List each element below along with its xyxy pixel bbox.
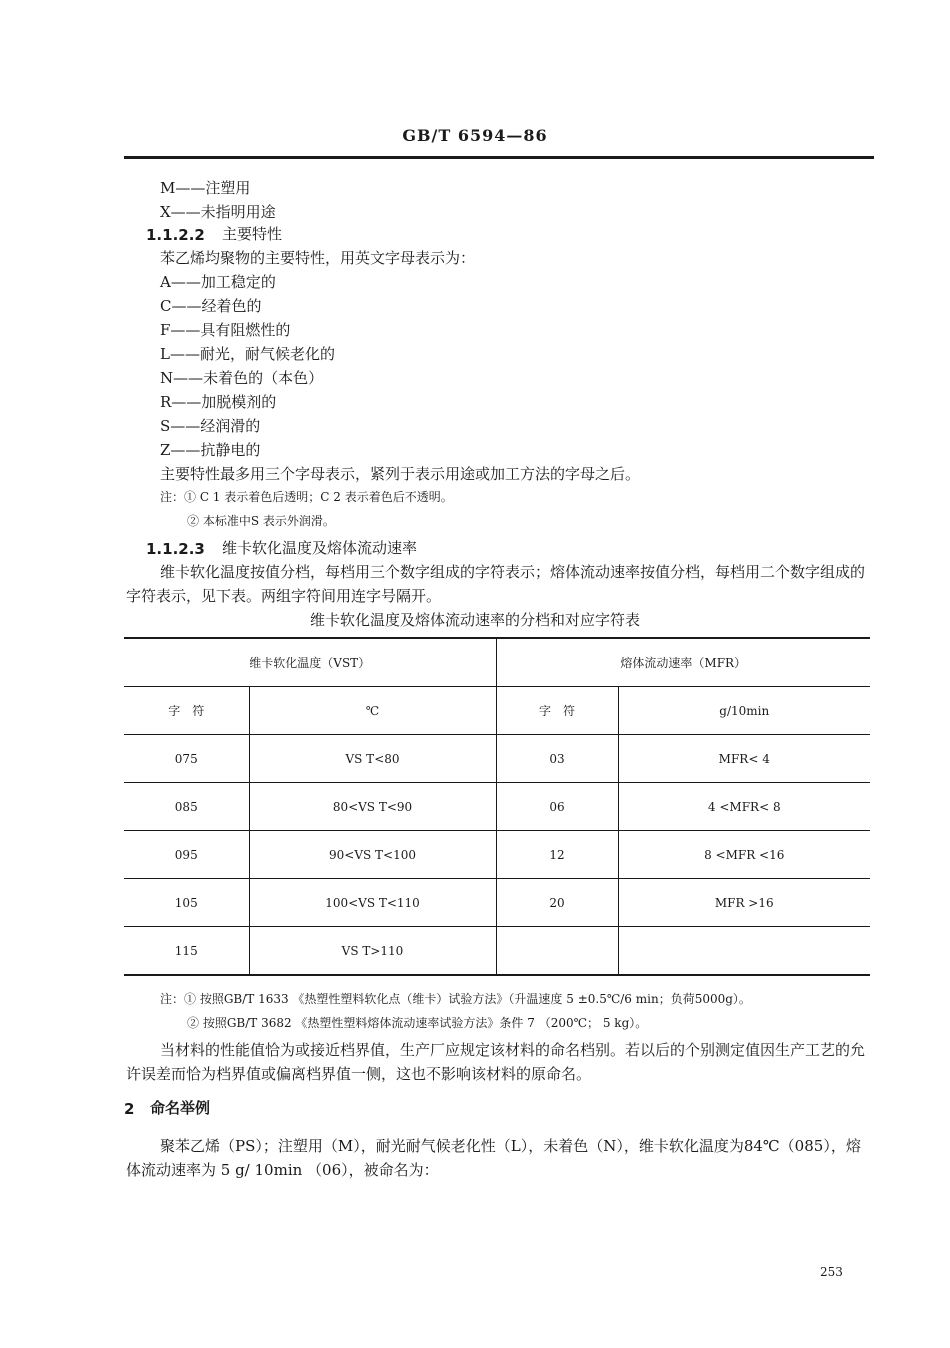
usage-item: X——未指明用途 — [160, 203, 276, 221]
example-paragraph: 聚苯乙烯（PS）；注塑用（M），耐光耐气候老化性（L），未着色（N），维卡软化温度为84℃（085），熔体流动速率为 5 g/ 10min （06），被命名为： — [126, 1137, 861, 1179]
vst-code: 085 — [124, 783, 249, 831]
vst-range: 100<VS T<110 — [249, 879, 496, 927]
table-column-header — [124, 687, 870, 735]
page-number: 253 — [820, 1265, 843, 1279]
grade-table — [124, 637, 870, 976]
col-mfr-code: 字 符 — [496, 687, 618, 735]
page-header: GB/T 6594—86 — [402, 126, 548, 145]
mfr-range: MFR< 4 — [618, 735, 870, 783]
section-paragraph: 维卡软化温度按值分档，每档用三个数字组成的字符表示；熔体流动速率按值分档，每档用二个数字组成的字符表示，见下表。两组字符间用连字号隔开。 — [126, 563, 866, 605]
table-row — [124, 735, 870, 783]
vst-code: 115 — [124, 927, 249, 976]
table-caption: 维卡软化温度及熔体流动速率的分档和对应字符表 — [309, 611, 640, 629]
section-title: 主要特性 — [222, 225, 283, 243]
property-rule: 主要特性最多用三个字母表示，紧列于表示用途或加工方法的字母之后。 — [160, 465, 641, 483]
table-note-1: 注：① 按照GB/T 1633 《热塑性塑料软化点（维卡）试验方法》（升温速度 5 ±0.5℃/6 min；负荷5000g）。 — [160, 992, 751, 1006]
closing-paragraph: 当材料的性能值恰为或接近档界值，生产厂应规定该材料的命名档别。若以后的个别测定值因生产工艺的允许误差而恰为档界值或偏离档界值一侧，这也不影响该材料的原命名。 — [126, 1041, 866, 1083]
header-rule — [124, 156, 874, 159]
vst-range: VS T>110 — [249, 927, 496, 976]
section-title: 命名举例 — [150, 1099, 211, 1117]
section-intro: 苯乙烯均聚物的主要特性，用英文字母表示为： — [160, 249, 476, 267]
mfr-code: 06 — [496, 783, 618, 831]
table-row — [124, 927, 870, 976]
vst-range: VS T<80 — [249, 735, 496, 783]
table-row — [124, 879, 870, 927]
group-mfr: 熔体流动速率（MFR） — [496, 638, 870, 687]
mfr-range: MFR >16 — [618, 879, 870, 927]
vst-range: 80<VS T<90 — [249, 783, 496, 831]
col-vst-code: 字 符 — [124, 687, 249, 735]
mfr-code — [496, 927, 618, 976]
section-number: 1.1.2.3 — [146, 540, 205, 558]
note-1: 注：① C 1 表示着色后透明；C 2 表示着色后不透明。 — [160, 490, 453, 504]
property-item: A——加工稳定的 — [160, 273, 276, 291]
property-item: F——具有阻燃性的 — [160, 321, 291, 339]
table-group-header — [124, 638, 870, 687]
property-item: R——加脱模剂的 — [160, 393, 277, 411]
section-title: 维卡软化温度及熔体流动速率 — [222, 539, 418, 557]
property-item: S——经润滑的 — [160, 417, 261, 435]
vst-code: 105 — [124, 879, 249, 927]
mfr-code: 20 — [496, 879, 618, 927]
table-row — [124, 783, 870, 831]
property-item: N——未着色的（本色） — [160, 369, 324, 387]
table-row — [124, 831, 870, 879]
mfr-range: 4 <MFR< 8 — [618, 783, 870, 831]
col-vst-unit: ℃ — [249, 687, 496, 735]
property-item: L——耐光，耐气候老化的 — [160, 345, 335, 363]
mfr-range — [618, 927, 870, 976]
vst-code: 095 — [124, 831, 249, 879]
section-number: 1.1.2.2 — [146, 226, 205, 244]
property-item: C——经着色的 — [160, 297, 262, 315]
col-mfr-unit: g/10min — [618, 687, 870, 735]
mfr-code: 12 — [496, 831, 618, 879]
section-number: 2 — [124, 1100, 135, 1118]
vst-code: 075 — [124, 735, 249, 783]
usage-item: M——注塑用 — [160, 179, 251, 197]
mfr-code: 03 — [496, 735, 618, 783]
group-vst: 维卡软化温度（VST） — [124, 638, 496, 687]
vst-range: 90<VS T<100 — [249, 831, 496, 879]
table-note-2: ② 按照GB/T 3682 《热塑性塑料熔体流动速率试验方法》条件 7 （200℃； 5 kg）。 — [187, 1016, 648, 1030]
note-2: ② 本标准中S 表示外润滑。 — [187, 514, 335, 528]
mfr-range: 8 <MFR <16 — [618, 831, 870, 879]
property-item: Z——抗静电的 — [160, 441, 261, 459]
